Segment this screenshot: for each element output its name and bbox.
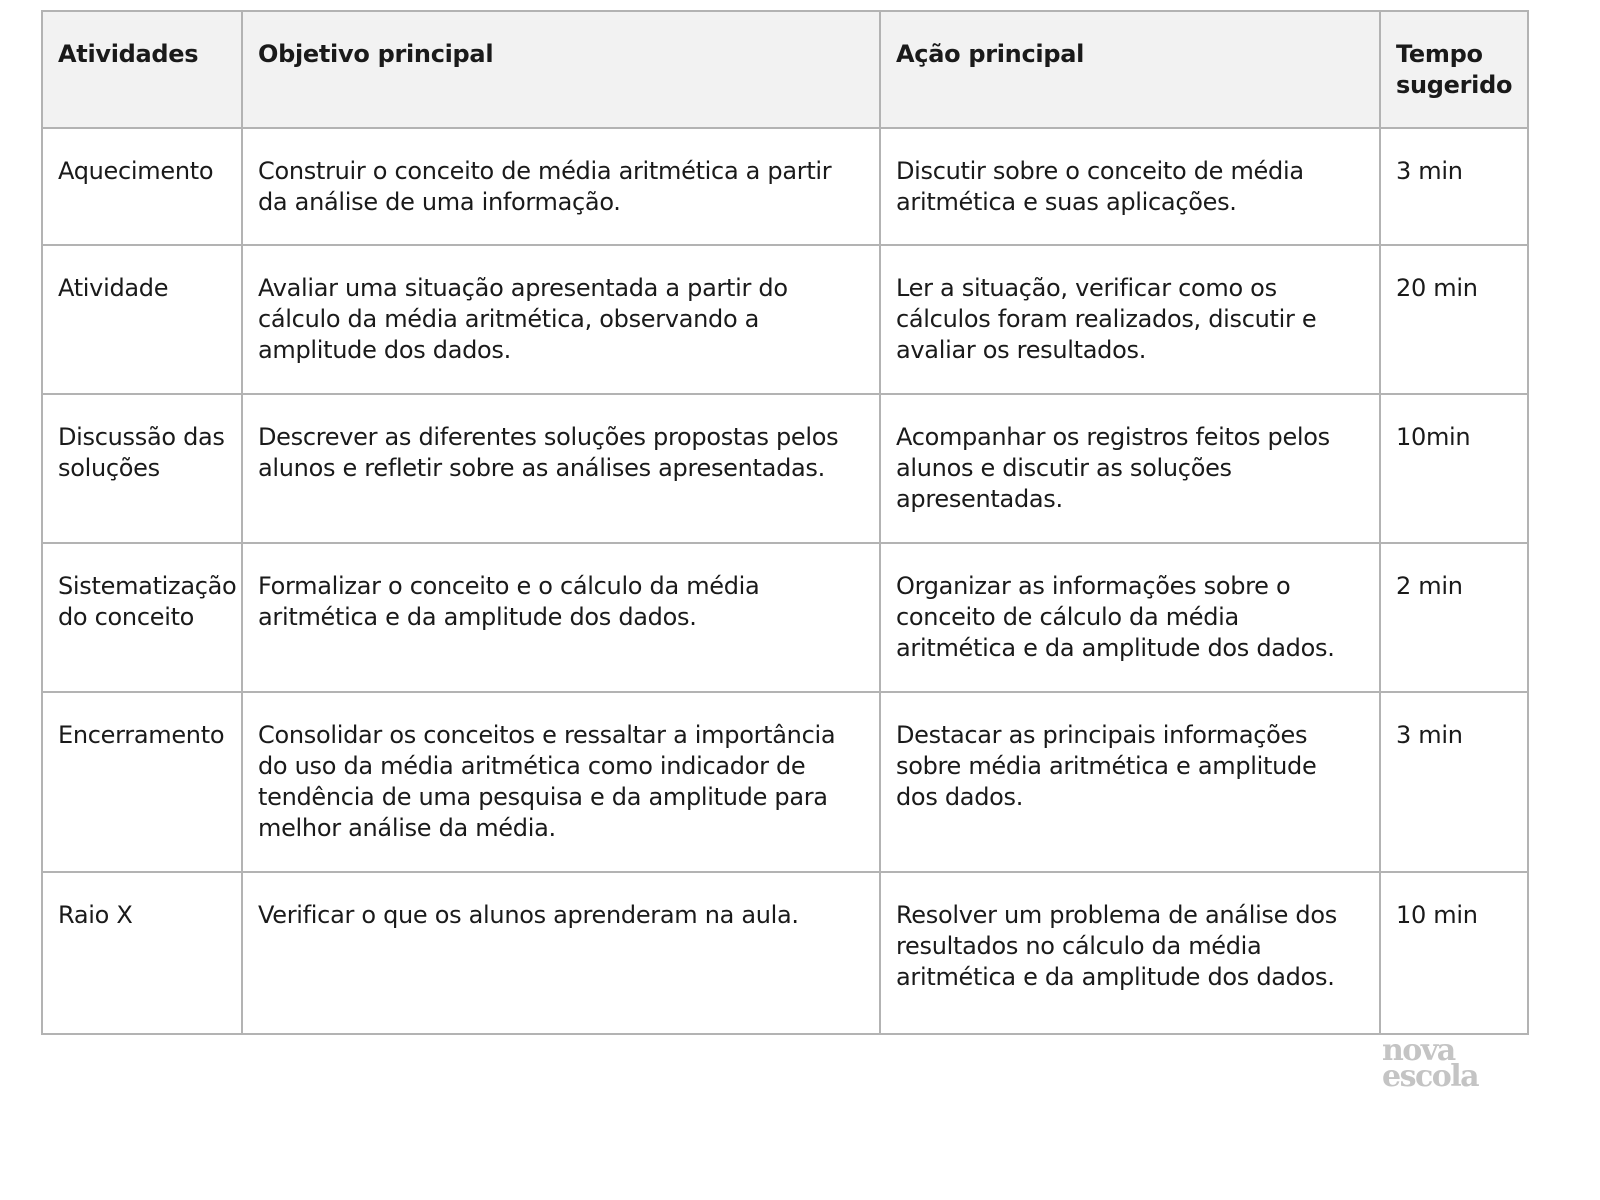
lesson-plan-table [41,10,1529,1035]
cell-atividade: Encerramento [42,692,242,872]
cell-atividade: Discussão das soluções [42,394,242,543]
header-tempo-sugerido: Tempo sugerido [1380,11,1528,128]
cell-atividade: Raio X [42,872,242,1034]
cell-objetivo: Formalizar o conceito e o cálculo da média aritmética e da amplitude dos dados. [242,543,880,692]
cell-atividade: Aquecimento [42,128,242,245]
cell-acao: Organizar as informações sobre o conceito de cálculo da média aritmética e da amplitude dos dados. [880,543,1380,692]
table-row [42,394,1528,543]
cell-tempo: 20 min [1380,245,1528,394]
cell-acao: Resolver um problema de análise dos resultados no cálculo da média aritmética e da amplitude dos dados. [880,872,1380,1034]
cell-tempo: 2 min [1380,543,1528,692]
cell-objetivo: Construir o conceito de média aritmética a partir da análise de uma informação. [242,128,880,245]
cell-atividade: Sistematização do conceito [42,543,242,692]
table-header-row [42,11,1528,128]
table-row [42,128,1528,245]
header-atividades: Atividades [42,11,242,128]
cell-acao: Ler a situação, verificar como os cálculos foram realizados, discutir e avaliar os resultados. [880,245,1380,394]
cell-tempo: 10 min [1380,872,1528,1034]
cell-atividade: Atividade [42,245,242,394]
cell-acao: Acompanhar os registros feitos pelos alunos e discutir as soluções apresentadas. [880,394,1380,543]
header-objetivo-principal: Objetivo principal [242,11,880,128]
cell-objetivo: Descrever as diferentes soluções propostas pelos alunos e refletir sobre as análises apresentadas. [242,394,880,543]
cell-tempo: 3 min [1380,128,1528,245]
cell-acao: Destacar as principais informações sobre média aritmética e amplitude dos dados. [880,692,1380,872]
table-row [42,692,1528,872]
header-acao-principal: Ação principal [880,11,1380,128]
cell-tempo: 10min [1380,394,1528,543]
cell-objetivo: Consolidar os conceitos e ressaltar a importância do uso da média aritmética como indicador de tendência de uma pesquisa e da amplitude para melhor análise da média. [242,692,880,872]
logo-line-2: escola [1382,1059,1479,1094]
nova-escola-logo [1382,1033,1479,1094]
cell-acao: Discutir sobre o conceito de média aritmética e suas aplicações. [880,128,1380,245]
cell-objetivo: Verificar o que os alunos aprenderam na aula. [242,872,880,1034]
table-row [42,543,1528,692]
table-row [42,245,1528,394]
logo-line-1: nova [1382,1033,1455,1068]
cell-objetivo: Avaliar uma situação apresentada a partir do cálculo da média aritmética, observando a amplitude dos dados. [242,245,880,394]
cell-tempo: 3 min [1380,692,1528,872]
table-row [42,872,1528,1034]
